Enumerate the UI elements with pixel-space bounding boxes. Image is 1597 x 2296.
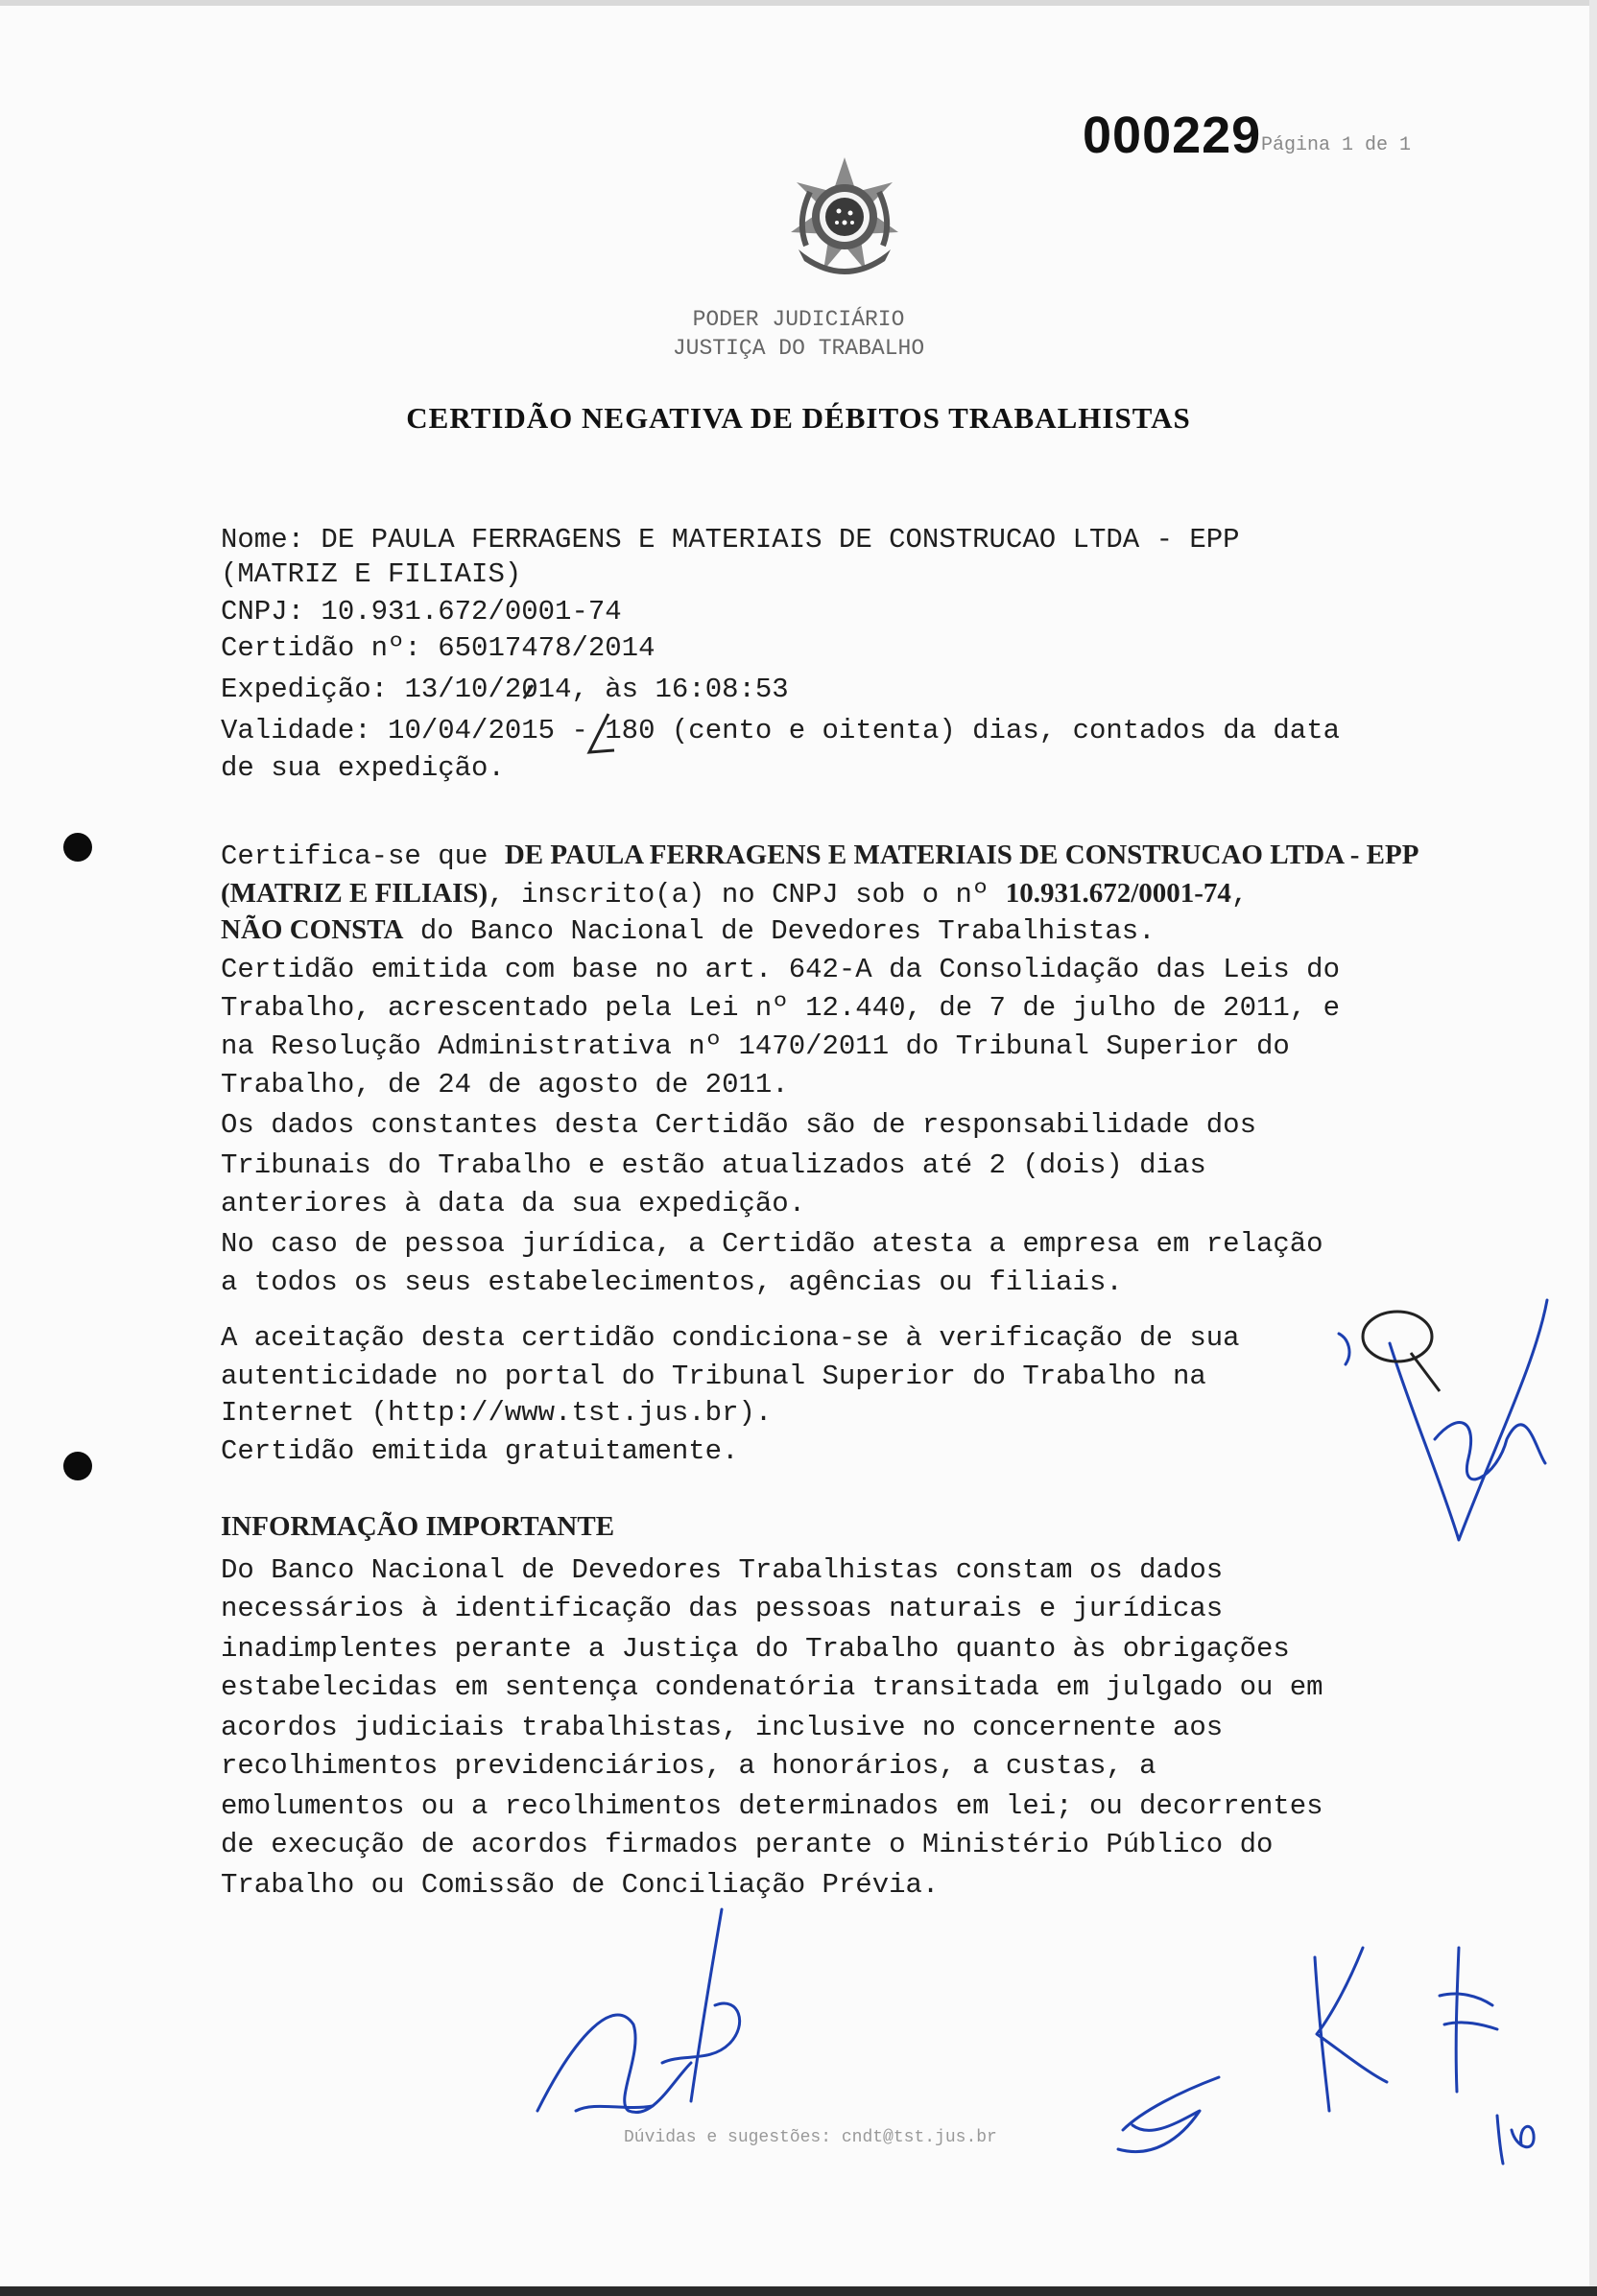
- header-poder-judiciario: PODER JUDICIÁRIO: [692, 307, 905, 332]
- certidao-label: Certidão nº:: [221, 632, 421, 664]
- coat-of-arms-emblem: [777, 154, 912, 288]
- initial-f: [1440, 1948, 1497, 2092]
- scan-edge-top: [0, 0, 1597, 6]
- certifica-comma: ,: [1230, 879, 1249, 911]
- important-line: de execução de acordos firmados perante o Ministério Público do: [221, 1829, 1274, 1860]
- nao-consta-rest: do Banco Nacional de Devedores Trabalhistas.: [419, 915, 1156, 947]
- body-line: anteriores à data da sua expedição.: [221, 1188, 806, 1219]
- signature-bottom-left: [537, 1909, 740, 2113]
- important-heading: [221, 1508, 614, 1547]
- page-rubric: [1497, 2116, 1534, 2164]
- certifica-line-2: [221, 875, 1248, 913]
- body-line: Certidão emitida gratuitamente.: [221, 1435, 739, 1467]
- certifica-inscrito: , inscrito(a) no CNPJ sob o nº: [488, 879, 989, 911]
- expedicao-line: [221, 672, 789, 708]
- important-line: Do Banco Nacional de Devedores Trabalhistas constam os dados: [221, 1554, 1224, 1586]
- body-line: Os dados constantes desta Certidão são de responsabilidade dos: [221, 1109, 1256, 1141]
- important-line: necessários à identificação das pessoas naturais e jurídicas: [221, 1593, 1224, 1624]
- initial-bottom: [1118, 2077, 1219, 2152]
- expedicao-value: 13/10/2014, às 16:08:53: [404, 674, 789, 705]
- document-number-stamp: 000229: [1083, 107, 1262, 164]
- body-line: autenticidade no portal do Tribunal Superior do Trabalho na: [221, 1361, 1206, 1392]
- certifica-line: [221, 837, 1418, 875]
- body-line: Certidão emitida com base no art. 642-A da Consolidação das Leis do: [221, 954, 1340, 985]
- expedicao-label: Expedição:: [221, 674, 389, 705]
- cnpj-value: 10.931.672/0001-74: [321, 596, 622, 627]
- certifica-empresa: DE PAULA FERRAGENS E MATERIAIS DE CONSTRUCAO LTDA - EPP: [504, 840, 1419, 870]
- certifica-intro: Certifica-se que: [221, 840, 489, 872]
- certifica-cnpj: 10.931.672/0001-74: [1005, 878, 1231, 909]
- initial-k: [1315, 1948, 1387, 2111]
- validade-line-cont: de sua expedição.: [221, 752, 505, 784]
- certifica-empresa-cont: (MATRIZ E FILIAIS): [221, 878, 489, 909]
- body-line: na Resolução Administrativa nº 1470/2011 do Tribunal Superior do: [221, 1030, 1290, 1062]
- validade-line: [221, 713, 1340, 749]
- document-title: CERTIDÃO NEGATIVA DE DÉBITOS TRABALHISTAS: [406, 401, 1191, 435]
- nome-label: Nome:: [221, 524, 305, 556]
- body-line: Internet (http://www.tst.jus.br).: [221, 1397, 773, 1429]
- cnpj-label: CNPJ:: [221, 596, 305, 627]
- certifica-line-3: [221, 911, 1156, 950]
- validade-value: 10/04/2015 - 180 (cento e oitenta) dias, contados da data: [388, 715, 1341, 746]
- body-line: Trabalho, acrescentado pela Lei nº 12.440, de 7 de julho de 2011, e: [221, 992, 1340, 1024]
- body-line: a todos os seus estabelecimentos, agências ou filiais.: [221, 1266, 1123, 1298]
- certidao-line: [221, 630, 655, 667]
- validade-label: Validade:: [221, 715, 371, 746]
- important-line: acordos judiciais trabalhistas, inclusive no concernente aos: [221, 1712, 1224, 1743]
- scan-edge-bottom: [0, 2286, 1597, 2296]
- nome-line-cont: (MATRIZ E FILIAIS): [221, 558, 522, 590]
- punch-hole: [63, 1452, 92, 1480]
- signature-check-mark: [1390, 1300, 1547, 1540]
- important-line: recolhimentos previdenciários, a honorários, a custas, a: [221, 1750, 1156, 1782]
- body-line: Tribunais do Trabalho e estão atualizados até 2 (dois) dias: [221, 1149, 1206, 1181]
- footer-contact: Dúvidas e sugestões: cndt@tst.jus.br: [624, 2128, 997, 2147]
- nome-value: DE PAULA FERRAGENS E MATERIAIS DE CONSTRUCAO LTDA - EPP: [321, 524, 1240, 556]
- important-line: emolumentos ou a recolhimentos determinados em lei; ou decorrentes: [221, 1790, 1323, 1822]
- punch-hole: [63, 833, 92, 862]
- important-line: estabelecidas em sentença condenatória transitada em julgado ou em: [221, 1671, 1323, 1703]
- important-line: Trabalho ou Comissão de Conciliação Prévia.: [221, 1869, 940, 1901]
- cnpj-line: [221, 594, 622, 630]
- nome-line: [221, 522, 1240, 558]
- body-line: Trabalho, de 24 de agosto de 2011.: [221, 1069, 789, 1101]
- certidao-value: 65017478/2014: [438, 632, 655, 664]
- signature-scribble-right: [1435, 1423, 1545, 1479]
- body-line: A aceitação desta certidão condiciona-se à verificação de sua: [221, 1322, 1240, 1354]
- important-heading-text: INFORMAÇÃO IMPORTANTE: [221, 1511, 615, 1542]
- body-line: No caso de pessoa jurídica, a Certidão atesta a empresa em relação: [221, 1228, 1323, 1260]
- nao-consta: NÃO CONSTA: [221, 914, 404, 945]
- header-justica-trabalho: JUSTIÇA DO TRABALHO: [672, 336, 925, 361]
- page-indicator: Página 1 de 1: [1261, 134, 1412, 156]
- important-line: inadimplentes perante a Justiça do Trabalho quanto às obrigações: [221, 1633, 1290, 1665]
